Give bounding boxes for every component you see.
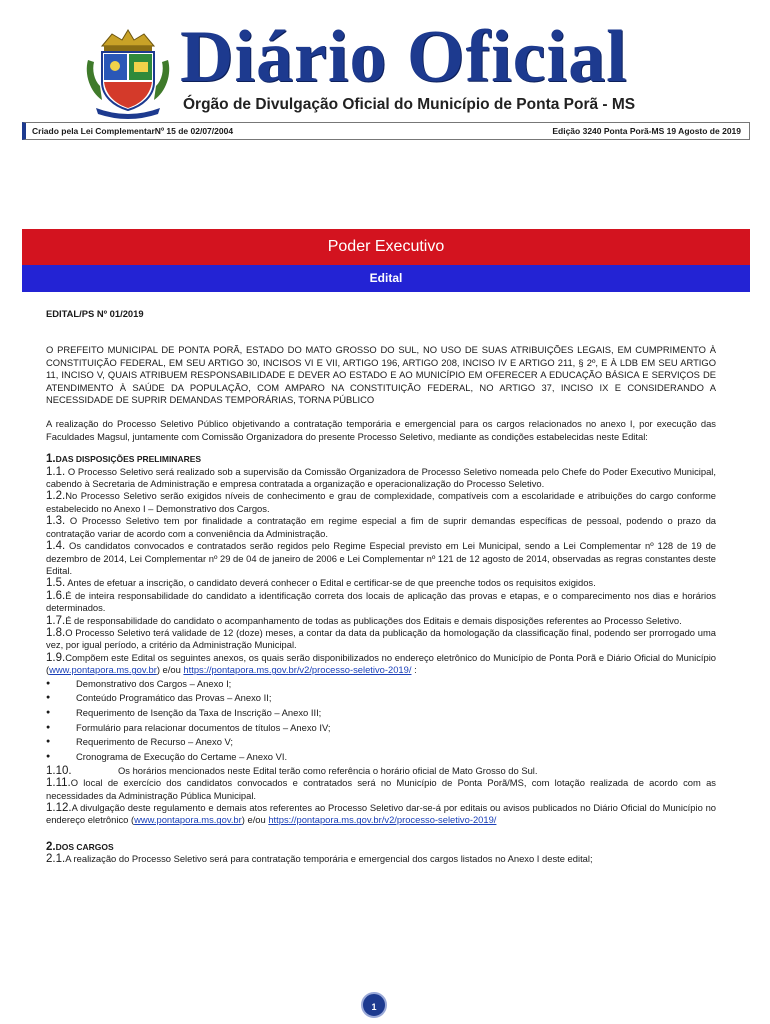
clause-1-5: 1.5. Antes de efetuar a inscrição, o candidato deverá conhecer o Edital e certificar-se de que preenche todos os requisitos exigidos.	[46, 577, 596, 590]
masthead-title: Diário Oficial	[180, 16, 628, 98]
list-item: ● Requerimento de Isenção da Taxa de Inscrição – Anexo III;	[46, 706, 716, 721]
process-page-link[interactable]: https://pontapora.ms.gov.br/v2/processo-seletivo-2019/	[183, 664, 412, 676]
clause-1-6: 1.6.É de inteira responsabilidade do candidato a identificação correta dos locais de aplicação das provas e etapas, e o comparecimento nos dias e horários determinados.	[46, 589, 716, 614]
process-page-link[interactable]: https://pontapora.ms.gov.br/v2/processo-seletivo-2019/	[268, 814, 497, 826]
clause-1-2: 1.2.No Processo Seletivo serão exigidos níveis de conhecimento e grau de complexidade, compatíveis com a escolaridade e atribuições do cargo conforme estabelecido no Anexo I – Demonstrativo dos Cargos.	[46, 490, 716, 514]
list-item: ● Formulário para relacionar documentos de títulos – Anexo IV;	[46, 721, 716, 736]
intro-paragraph: A realização do Processo Seletivo Público objetivando a contratação temporária e emergencial para os cargos relacionados no anexo I, por execução das Faculdades Magsul, juntamente com Comissão Organizadora do presente Processo Seletivo, mediante as condições estabelecidas neste Edital:	[46, 418, 716, 442]
clause-1-7: 1.7.É de responsabilidade do candidato o acompanhamento de todas as publicações dos Editais e demais disposições referentes ao Processo Seletivo.	[46, 614, 682, 627]
masthead	[0, 0, 770, 122]
coat-of-arms-icon	[82, 24, 174, 120]
creation-law: Criado pela Lei ComplementarNº 15 de 02/07/2004	[32, 126, 234, 136]
section-heading-1: 1.DAS DISPOSIÇÕES PRELIMINARES	[46, 453, 202, 466]
list-item: ● Requerimento de Recurso – Anexo V;	[46, 735, 716, 750]
municipal-site-link[interactable]: www.pontapora.ms.gov.br	[134, 814, 242, 826]
masthead-subtitle: Órgão de Divulgação Oficial do Município de Ponta Porã - MS	[183, 96, 636, 113]
clause-1-10: 1.10. Os horários mencionados neste Edital terão como referência o horário oficial de Mato Grosso do Sul.	[46, 764, 538, 777]
edital-reference: EDITAL/PS Nº 01/2019	[46, 308, 144, 319]
list-item: ● Conteúdo Programático das Provas – Anexo II;	[46, 691, 716, 706]
clause-1-1: 1.1. O Processo Seletivo será realizado sob a supervisão da Comissão Organizadora de Processo Seletivo nomeada pelo Chefe do Poder Executivo Municipal, cabendo à Secretaria de Administração e empresa contratada a organização e operacionalização do Processo Seletivo.	[46, 465, 716, 490]
clause-1-9: 1.9.Compõem este Edital os seguintes anexos, os quais serão disponibilizados no endereço eletrônico do Município de Ponta Porã e Diário Oficial do Município (www.pontapora.ms.gov.br) e/ou https://pontapora.ms.gov.br/v2/processo-seletivo-2019/ :	[46, 651, 716, 676]
clause-2-1: 2.1.A realização do Processo Seletivo será para contratação temporária e emergencial dos cargos listados no Anexo I deste edital;	[46, 853, 593, 866]
annex-list	[46, 677, 716, 765]
clause-1-8: 1.8.O Processo Seletivo terá validade de 12 (doze) meses, a contar da data da publicação da homologação da classificação final, podendo ser prorrogado uma vez, por igual período, a critério da Administração Municipal.	[46, 626, 716, 651]
list-item: ● Cronograma de Execução do Certame – Anexo VI.	[46, 750, 716, 765]
preamble: O PREFEITO MUNICIPAL DE PONTA PORÃ, ESTADO DO MATO GROSSO DO SUL, NO USO DE SUAS ATRIBUIÇÕES LEGAIS, EM CUMPRIMENTO À CONSTITUIÇÃO FEDERAL, EM SEU ARTIGO 30, INCISOS VI E VII, ARTIGO 196, ARTIGO 208, INCISO IV E ARTIGO 211, § 2º, E À LDB EM SEU ARTIGO 11, INCISO V, QUAIS ATRIBUEM RESPONSABILIDADE E DEVER AO ESTADO E AO MUNICÍPIO EM OFERECER A EDUCAÇÃO BÁSICA E SERVIÇOS DE ATENDIMENTO À SAÚDE DA POPULAÇÃO, COM AMPARO NA CONSTITUIÇÃO FEDERAL, NO ARTIGO 37, INCISO IX E CONSIDERANDO A NECESSIDADE DE SUPRIR DEMANDAS TEMPORÁRIAS, TORNA PÚBLICO	[46, 344, 716, 406]
clause-1-4: 1.4. Os candidatos convocados e contratados serão regidos pelo Regime Especial previsto em Lei Municipal, sendo a Lei Complementar nº 128 de 19 de dezembro de 2014, Lei Complementar nº 29 de 04 de janeiro de 2006 e Lei Complementar nº 121 de 12 agosto de 2014, observadas as regras constantes deste Edital.	[46, 540, 716, 576]
subsection-band: Edital	[22, 265, 750, 292]
list-item: ● Demonstrativo dos Cargos – Anexo I;	[46, 677, 716, 692]
clause-1-3: 1.3. O Processo Seletivo tem por finalidade a contratação em regime especial a fim de suprir demandas específicas de pessoal, podendo o prazo da contratação variar de acordo com a conveniência da Administração.	[46, 515, 716, 539]
municipal-site-link[interactable]: www.pontapora.ms.gov.br	[49, 664, 157, 676]
clause-1-12: 1.12.A divulgação deste regulamento e demais atos referentes ao Processo Seletivo dar-se-á por editais ou avisos publicados no Diário Oficial do Município no endereço eletrônico (www.pontapora.ms.gov.br) e/ou https://pontapora.ms.gov.br/v2/processo-seletivo-2019/	[46, 802, 716, 826]
edition-info-bar	[22, 122, 750, 140]
edition-date: Edição 3240 Ponta Porã-MS 19 Agosto de 2019	[552, 126, 741, 136]
section-band: Poder Executivo	[22, 229, 750, 265]
page-number: 1	[361, 992, 387, 1018]
section-heading-2: 2.DOS CARGOS	[46, 840, 114, 853]
document-body	[46, 300, 716, 866]
clause-1-11: 1.11.O local de exercício dos candidatos convocados e contratados será no Município de Ponta Porã/MS, com lotação realizada de acordo com as necessidades da Administração Pública Municipal.	[46, 777, 716, 801]
